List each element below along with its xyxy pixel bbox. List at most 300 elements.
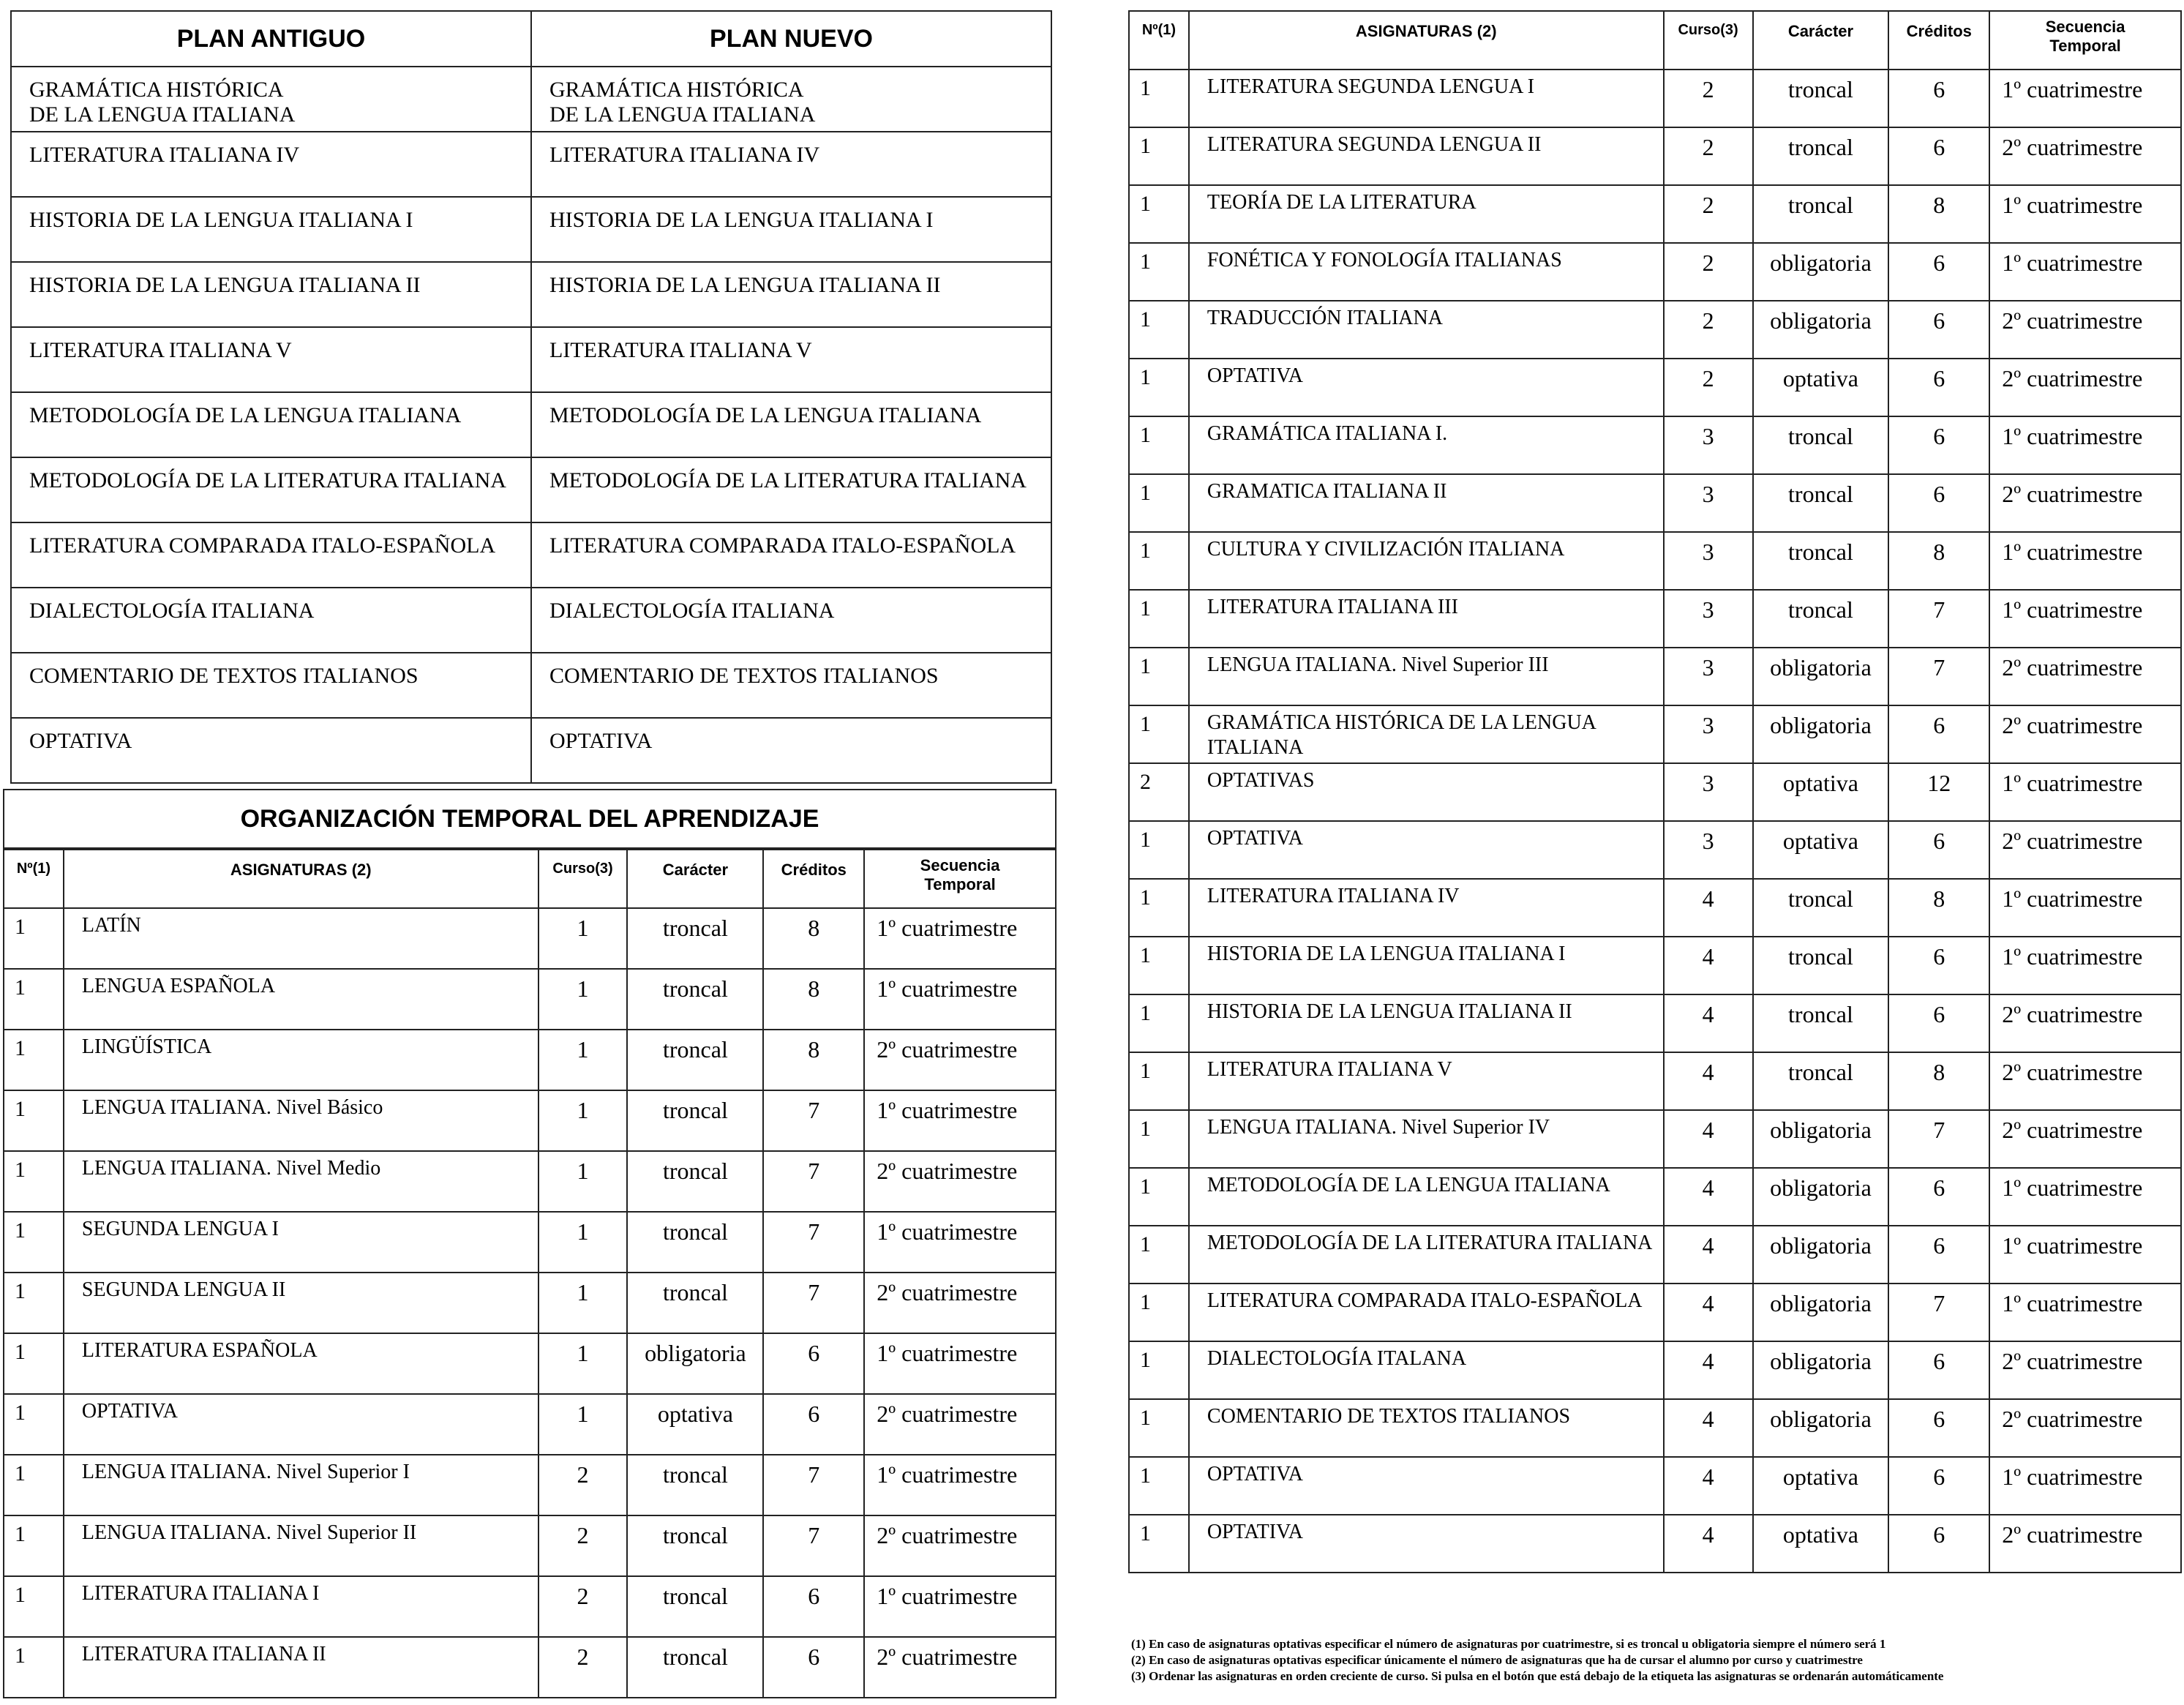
character-cell: troncal [1753, 416, 1889, 474]
credits-cell: 6 [1888, 994, 1989, 1052]
subject-name-cell [64, 969, 539, 1030]
plan-antiguo-cell [11, 327, 531, 392]
subject-count-cell: 1 [1129, 416, 1189, 474]
subject-count-cell: 1 [1129, 301, 1189, 359]
credits-cell: 7 [763, 1090, 864, 1151]
credits-cell: 7 [763, 1515, 864, 1576]
character-cell: obligatoria [1753, 705, 1889, 763]
sequence-cell: 1º cuatrimestre [1989, 70, 2181, 127]
subject-row [4, 969, 1056, 1030]
character-cell: optativa [1753, 821, 1889, 879]
character-cell: obligatoria [1753, 1399, 1889, 1457]
subject-row [1129, 1515, 2181, 1573]
sequence-cell: 1º cuatrimestre [864, 1576, 1056, 1637]
subject-name-cell [1189, 1110, 1664, 1168]
subject-line: METODOLOGÍA DE LA LITERATURA ITALIANA [549, 468, 1027, 492]
course-header: Curso(3) [539, 850, 628, 908]
subject-row [1129, 416, 2181, 474]
subject-name-cell [1189, 590, 1664, 648]
subject-name-line: GRAMÁTICA ITALIANA I. [1207, 422, 1448, 445]
subject-name-cell [64, 1030, 539, 1090]
subject-row [4, 1090, 1056, 1151]
plan-antiguo-cell [11, 67, 531, 132]
course-cell: 1 [539, 1212, 628, 1273]
credits-cell: 6 [1888, 937, 1989, 994]
plan-nuevo-cell [531, 327, 1051, 392]
character-cell: troncal [627, 1455, 763, 1515]
subject-name-cell [1189, 70, 1664, 127]
sequence-cell: 2º cuatrimestre [864, 1151, 1056, 1212]
subject-row [4, 1394, 1056, 1455]
subject-count-cell: 1 [1129, 70, 1189, 127]
character-cell: obligatoria [1753, 648, 1889, 705]
subject-count-cell: 1 [4, 1455, 64, 1515]
equivalence-row [11, 392, 1051, 457]
subject-name-line: LITERATURA SEGUNDA LENGUA I [1207, 75, 1535, 98]
subject-line: COMENTARIO DE TEXTOS ITALIANOS [549, 664, 939, 688]
subject-name-line: METODOLOGÍA DE LA LITERATURA ITALIANA [1207, 1232, 1653, 1254]
plan-nuevo-cell [531, 392, 1051, 457]
sequence-cell: 1º cuatrimestre [1989, 1457, 2181, 1515]
subject-line: METODOLOGÍA DE LA LITERATURA ITALIANA [29, 468, 506, 492]
subject-count-cell: 1 [1129, 1168, 1189, 1226]
subject-name-cell [1189, 185, 1664, 243]
course-cell: 2 [1664, 243, 1753, 301]
subject-name-line: LENGUA ITALIANA. Nivel Medio [81, 1157, 381, 1180]
subject-header: ASIGNATURAS (2) [1189, 11, 1664, 70]
subject-name-cell [64, 1151, 539, 1212]
course-cell: 1 [539, 969, 628, 1030]
subject-name-line: FONÉTICA Y FONOLOGÍA ITALIANAS [1207, 249, 1562, 271]
course-cell: 1 [539, 1273, 628, 1333]
subject-name-line: OPTATIVA [1207, 827, 1303, 850]
credits-cell: 6 [763, 1637, 864, 1698]
course-cell: 4 [1664, 1284, 1753, 1341]
subject-row [4, 1151, 1056, 1212]
subject-line: METODOLOGÍA DE LA LENGUA ITALIANA [29, 403, 462, 427]
subject-name-cell [1189, 243, 1664, 301]
character-cell: obligatoria [1753, 1110, 1889, 1168]
character-header: Carácter [1753, 11, 1889, 70]
subject-name-cell [1189, 648, 1664, 705]
subject-line: COMENTARIO DE TEXTOS ITALIANOS [29, 664, 419, 688]
character-cell: optativa [1753, 1515, 1889, 1573]
subject-name-cell [64, 1394, 539, 1455]
character-cell: troncal [627, 1212, 763, 1273]
subject-name-cell [1189, 1341, 1664, 1399]
course-cell: 1 [539, 1151, 628, 1212]
subject-name-line: LITERATURA ESPAÑOLA [81, 1339, 318, 1362]
subject-name-line: DIALECTOLOGÍA ITALANA [1207, 1347, 1467, 1370]
sequence-cell: 1º cuatrimestre [1989, 532, 2181, 590]
course-cell: 2 [539, 1637, 628, 1698]
plan-antiguo-cell [11, 588, 531, 653]
subject-row [1129, 1110, 2181, 1168]
character-cell: troncal [1753, 994, 1889, 1052]
credits-cell: 6 [1888, 1515, 1989, 1573]
credits-cell: 7 [1888, 648, 1989, 705]
subject-name-line: LITERATURA ITALIANA II [81, 1643, 326, 1665]
credits-cell: 6 [1888, 1226, 1989, 1284]
course-cell: 3 [1664, 590, 1753, 648]
subject-count-cell: 1 [1129, 1515, 1189, 1573]
sequence-cell: 1º cuatrimestre [864, 969, 1056, 1030]
organization-table-left [3, 849, 1057, 1698]
subject-count-cell: 1 [4, 1212, 64, 1273]
subject-name-line: LITERATURA COMPARADA ITALO-ESPAÑOLA [1207, 1289, 1643, 1312]
subject-name-line: COMENTARIO DE TEXTOS ITALIANOS [1207, 1405, 1571, 1428]
subject-row [4, 1637, 1056, 1698]
plan-antiguo-header: PLAN ANTIGUO [11, 11, 531, 67]
subject-name-cell [1189, 1399, 1664, 1457]
subject-line: HISTORIA DE LA LENGUA ITALIANA I [549, 208, 934, 232]
subject-name-line: LENGUA ITALIANA. Nivel Superior IV [1207, 1116, 1550, 1139]
subject-name-cell [1189, 705, 1664, 763]
plan-nuevo-cell [531, 653, 1051, 718]
subject-count-cell: 1 [1129, 1226, 1189, 1284]
subject-count-cell: 1 [1129, 474, 1189, 532]
character-cell: troncal [1753, 590, 1889, 648]
plan-antiguo-cell [11, 132, 531, 197]
subject-count-cell: 1 [1129, 1284, 1189, 1341]
subject-line: DE LA LENGUA ITALIANA [29, 102, 296, 127]
course-cell: 4 [1664, 1226, 1753, 1284]
course-cell: 2 [539, 1455, 628, 1515]
subject-line: OPTATIVA [29, 729, 132, 753]
organization-title-box [3, 789, 1057, 849]
course-cell: 4 [1664, 1052, 1753, 1110]
sequence-cell: 1º cuatrimestre [1989, 1226, 2181, 1284]
course-cell: 2 [1664, 70, 1753, 127]
course-cell: 3 [1664, 763, 1753, 821]
sequence-cell: 1º cuatrimestre [864, 1090, 1056, 1151]
subject-row [1129, 1341, 2181, 1399]
sequence-cell: 1º cuatrimestre [1989, 243, 2181, 301]
plan-nuevo-cell [531, 588, 1051, 653]
course-cell: 2 [539, 1515, 628, 1576]
subject-row [1129, 1457, 2181, 1515]
credits-cell: 7 [763, 1151, 864, 1212]
subject-count-cell: 1 [4, 1333, 64, 1394]
subject-name-line: GRAMÁTICA HISTÓRICA DE LA LENGUA [1207, 711, 1596, 734]
plan-nuevo-header: PLAN NUEVO [531, 11, 1051, 67]
course-cell: 1 [539, 1030, 628, 1090]
subject-name-cell [64, 1333, 539, 1394]
course-cell: 3 [1664, 705, 1753, 763]
credits-cell: 6 [763, 1576, 864, 1637]
credits-header: Créditos [763, 850, 864, 908]
character-cell: troncal [1753, 937, 1889, 994]
subject-line: DIALECTOLOGÍA ITALIANA [549, 599, 835, 623]
sequence-cell: 1º cuatrimestre [864, 1212, 1056, 1273]
sequence-cell: 2º cuatrimestre [1989, 127, 2181, 185]
sequence-header [1989, 11, 2181, 70]
subject-name-line: LITERATURA ITALIANA III [1207, 596, 1458, 618]
subject-name-cell [1189, 127, 1664, 185]
subject-row [1129, 301, 2181, 359]
credits-cell: 8 [763, 1030, 864, 1090]
character-cell: obligatoria [627, 1333, 763, 1394]
subject-name-line: OPTATIVA [81, 1400, 178, 1423]
sequence-cell: 2º cuatrimestre [864, 1515, 1056, 1576]
credits-cell: 6 [1888, 474, 1989, 532]
character-cell: troncal [627, 1637, 763, 1698]
subject-count-cell: 1 [4, 1394, 64, 1455]
subject-name-cell [64, 1576, 539, 1637]
subject-line: DE LA LENGUA ITALIANA [549, 102, 816, 127]
subject-row [1129, 243, 2181, 301]
subject-name-line: GRAMATICA ITALIANA II [1207, 480, 1447, 503]
character-cell: troncal [627, 908, 763, 969]
subject-name-line: OPTATIVA [1207, 1521, 1303, 1543]
subject-name-cell [64, 1273, 539, 1333]
credits-cell: 8 [1888, 532, 1989, 590]
course-cell: 4 [1664, 1515, 1753, 1573]
credits-cell: 7 [763, 1455, 864, 1515]
sequence-cell: 2º cuatrimestre [1989, 301, 2181, 359]
credits-cell: 8 [1888, 1052, 1989, 1110]
course-cell: 4 [1664, 879, 1753, 937]
character-cell: troncal [1753, 532, 1889, 590]
course-cell: 3 [1664, 416, 1753, 474]
course-cell: 4 [1664, 1457, 1753, 1515]
subject-name-cell [1189, 821, 1664, 879]
credits-cell: 6 [1888, 1168, 1989, 1226]
credits-cell: 6 [1888, 1457, 1989, 1515]
sequence-cell: 2º cuatrimestre [1989, 648, 2181, 705]
subject-count-cell: 1 [4, 908, 64, 969]
plan-antiguo-cell [11, 522, 531, 588]
subject-row [1129, 648, 2181, 705]
plan-nuevo-cell [531, 457, 1051, 522]
character-cell: troncal [1753, 185, 1889, 243]
subject-row [4, 1515, 1056, 1576]
equivalence-row [11, 457, 1051, 522]
course-cell: 4 [1664, 1110, 1753, 1168]
course-cell: 4 [1664, 1168, 1753, 1226]
organization-header-row [4, 850, 1056, 908]
subject-name-cell [1189, 994, 1664, 1052]
sequence-header [864, 850, 1056, 908]
sequence-cell: 2º cuatrimestre [1989, 821, 2181, 879]
subject-row [4, 908, 1056, 969]
subject-row [1129, 359, 2181, 416]
subject-count-cell: 1 [1129, 648, 1189, 705]
course-cell: 2 [539, 1576, 628, 1637]
credits-cell: 6 [1888, 127, 1989, 185]
sequence-cell: 1º cuatrimestre [1989, 590, 2181, 648]
subject-row [1129, 127, 2181, 185]
subject-row [1129, 474, 2181, 532]
subject-name-cell [1189, 763, 1664, 821]
plan-antiguo-cell [11, 718, 531, 783]
subject-name-line: LITERATURA ITALIANA V [1207, 1058, 1452, 1081]
subject-count-cell: 1 [4, 1637, 64, 1698]
subject-row [1129, 590, 2181, 648]
character-cell: troncal [1753, 474, 1889, 532]
subject-name-line: OPTATIVA [1207, 364, 1303, 387]
subject-row [1129, 821, 2181, 879]
course-header: Curso(3) [1664, 11, 1753, 70]
subject-name-line: LINGÜÍSTICA [81, 1035, 212, 1058]
course-cell: 1 [539, 1333, 628, 1394]
sequence-cell: 1º cuatrimestre [864, 908, 1056, 969]
subject-count-cell: 1 [1129, 127, 1189, 185]
sequence-cell: 2º cuatrimestre [1989, 1341, 2181, 1399]
plan-nuevo-cell [531, 132, 1051, 197]
sequence-cell: 1º cuatrimestre [1989, 416, 2181, 474]
character-cell: obligatoria [1753, 243, 1889, 301]
sequence-cell: 2º cuatrimestre [864, 1394, 1056, 1455]
subject-row [1129, 1052, 2181, 1110]
subject-name-cell [64, 1637, 539, 1698]
subject-name-cell [1189, 937, 1664, 994]
subject-name-cell [1189, 532, 1664, 590]
subject-count-cell: 1 [1129, 1341, 1189, 1399]
sequence-cell: 1º cuatrimestre [1989, 763, 2181, 821]
credits-cell: 6 [1888, 359, 1989, 416]
equivalence-row [11, 67, 1051, 132]
character-cell: obligatoria [1753, 1168, 1889, 1226]
subject-count-cell: 1 [1129, 1399, 1189, 1457]
sequence-cell: 1º cuatrimestre [1989, 937, 2181, 994]
sequence-cell: 2º cuatrimestre [1989, 1515, 2181, 1573]
subject-name-line: LENGUA ITALIANA. Nivel Superior I [81, 1461, 410, 1483]
subject-name-cell [64, 1455, 539, 1515]
character-cell: optativa [627, 1394, 763, 1455]
character-cell: troncal [627, 1273, 763, 1333]
course-cell: 4 [1664, 1399, 1753, 1457]
plan-nuevo-cell [531, 262, 1051, 327]
subject-row [4, 1212, 1056, 1273]
subject-count-cell: 1 [1129, 994, 1189, 1052]
subject-name-line: LITERATURA ITALIANA I [81, 1582, 320, 1605]
credits-cell: 7 [763, 1273, 864, 1333]
subject-count-cell: 1 [1129, 879, 1189, 937]
subject-count-cell: 1 [1129, 590, 1189, 648]
credits-cell: 8 [763, 969, 864, 1030]
plan-nuevo-cell [531, 197, 1051, 262]
subject-row [1129, 705, 2181, 763]
character-cell: troncal [1753, 127, 1889, 185]
subject-count-cell: 1 [4, 1030, 64, 1090]
course-cell: 1 [539, 1090, 628, 1151]
subject-line: LITERATURA ITALIANA IV [29, 143, 300, 167]
footnotes [1131, 1636, 2170, 1685]
credits-cell: 6 [1888, 821, 1989, 879]
subject-name-cell [1189, 359, 1664, 416]
sequence-cell: 1º cuatrimestre [1989, 879, 2181, 937]
subject-name-line: LITERATURA ITALIANA IV [1207, 885, 1460, 907]
character-cell: optativa [1753, 359, 1889, 416]
sequence-cell: 2º cuatrimestre [864, 1273, 1056, 1333]
subject-name-line: OPTATIVAS [1207, 769, 1315, 792]
character-cell: troncal [1753, 879, 1889, 937]
subject-count-cell: 1 [1129, 1052, 1189, 1110]
num-header: Nº(1) [4, 850, 64, 908]
subject-count-cell: 1 [4, 1090, 64, 1151]
subject-row [1129, 763, 2181, 821]
sequence-cell: 2º cuatrimestre [864, 1637, 1056, 1698]
subject-name-line: SEGUNDA LENGUA II [81, 1278, 286, 1301]
subject-line: HISTORIA DE LA LENGUA ITALIANA II [549, 273, 941, 297]
credits-cell: 6 [1888, 1341, 1989, 1399]
subject-line: METODOLOGÍA DE LA LENGUA ITALIANA [549, 403, 982, 427]
subject-name-cell [1189, 1284, 1664, 1341]
subject-count-cell: 1 [1129, 185, 1189, 243]
subject-name-line: OPTATIVA [1207, 1463, 1303, 1485]
subject-count-cell: 1 [4, 1151, 64, 1212]
course-cell: 4 [1664, 1341, 1753, 1399]
subject-row [1129, 994, 2181, 1052]
subject-name-line: LENGUA ITALIANA. Nivel Básico [81, 1096, 383, 1119]
subject-name-line: TEORÍA DE LA LITERATURA [1207, 191, 1476, 214]
plan-antiguo-cell [11, 392, 531, 457]
plan-nuevo-cell [531, 67, 1051, 132]
subject-count-cell: 1 [4, 969, 64, 1030]
subject-line: DIALECTOLOGÍA ITALIANA [29, 599, 315, 623]
character-cell: obligatoria [1753, 1226, 1889, 1284]
credits-cell: 6 [1888, 1399, 1989, 1457]
character-cell: troncal [627, 1151, 763, 1212]
subject-name-cell [1189, 1052, 1664, 1110]
footnote-1: (1) En caso de asignaturas optativas especificar el número de asignaturas por cuatrimestre, si es troncal u obligatoria siempre el número será 1 [1131, 1637, 1886, 1651]
course-cell: 2 [1664, 301, 1753, 359]
sequence-cell: 1º cuatrimestre [864, 1333, 1056, 1394]
subject-name-cell [1189, 301, 1664, 359]
credits-header: Créditos [1888, 11, 1989, 70]
sequence-header-line: Temporal [2049, 37, 2121, 55]
subject-count-cell: 1 [1129, 359, 1189, 416]
subject-row [4, 1455, 1056, 1515]
subject-name-line: CULTURA Y CIVILIZACIÓN ITALIANA [1207, 538, 1565, 561]
equivalence-row [11, 132, 1051, 197]
subject-row [4, 1333, 1056, 1394]
course-cell: 4 [1664, 994, 1753, 1052]
equivalence-row [11, 588, 1051, 653]
character-cell: obligatoria [1753, 1341, 1889, 1399]
subject-count-cell: 1 [1129, 1110, 1189, 1168]
character-cell: troncal [1753, 1052, 1889, 1110]
course-cell: 2 [1664, 359, 1753, 416]
credits-cell: 6 [1888, 416, 1989, 474]
subject-count-cell: 1 [4, 1576, 64, 1637]
subject-header: ASIGNATURAS (2) [64, 850, 539, 908]
course-cell: 3 [1664, 821, 1753, 879]
subject-count-cell: 1 [1129, 532, 1189, 590]
credits-cell: 8 [763, 908, 864, 969]
subject-line: LITERATURA ITALIANA V [549, 338, 812, 362]
credits-cell: 7 [1888, 1110, 1989, 1168]
subject-name-line: ITALIANA [1207, 736, 1304, 759]
sequence-cell: 1º cuatrimestre [1989, 185, 2181, 243]
character-cell: troncal [627, 1515, 763, 1576]
subject-count-cell: 1 [4, 1515, 64, 1576]
subject-name-cell [64, 908, 539, 969]
course-cell: 4 [1664, 937, 1753, 994]
subject-row [1129, 1226, 2181, 1284]
sequence-header-line: Temporal [924, 875, 996, 893]
equivalence-row [11, 653, 1051, 718]
course-cell: 3 [1664, 648, 1753, 705]
subject-name-cell [1189, 1457, 1664, 1515]
sequence-cell: 2º cuatrimestre [864, 1030, 1056, 1090]
character-cell: obligatoria [1753, 1284, 1889, 1341]
sequence-cell: 2º cuatrimestre [1989, 474, 2181, 532]
plan-antiguo-cell [11, 262, 531, 327]
character-cell: troncal [1753, 70, 1889, 127]
character-cell: troncal [627, 1576, 763, 1637]
